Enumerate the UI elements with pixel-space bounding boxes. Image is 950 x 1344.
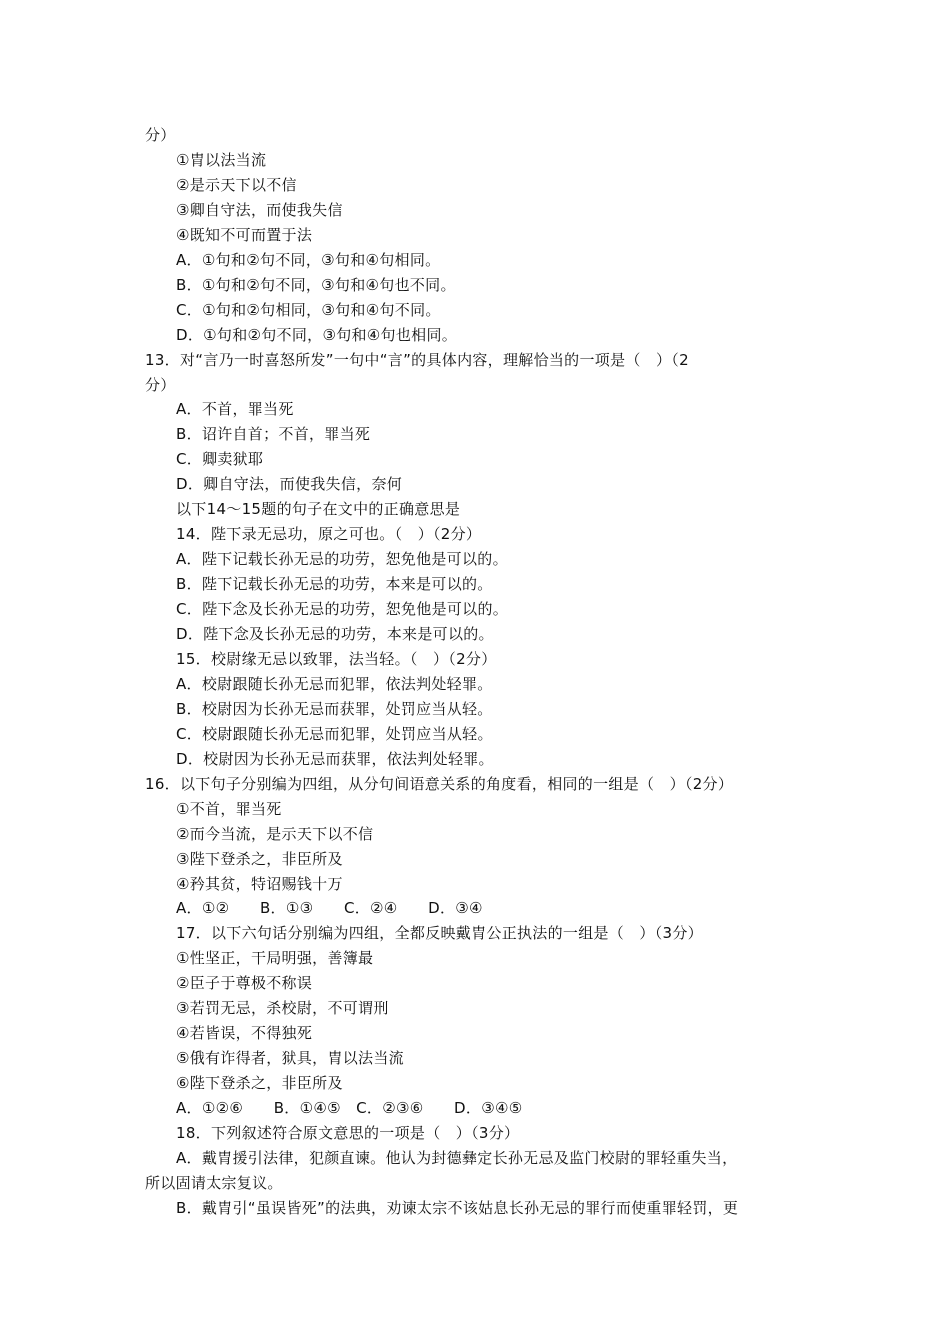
text-line: B．戴胄引“虽误皆死”的法典，劝谏太宗不该姑息长孙无忌的罪行而使重罪轻罚，更 xyxy=(176,1198,739,1217)
text-line: ④矜其贫，特诏赐钱十万 xyxy=(176,874,343,893)
text-line: A．不首，罪当死 xyxy=(176,400,294,419)
text-line: C．校尉跟随长孙无忌而犯罪，处罚应当从轻。 xyxy=(176,724,493,743)
text-line: D．校尉因为长孙无忌而获罪，依法判处轻罪。 xyxy=(176,749,494,768)
text-line: A．①句和②句不同，③句和④句相同。 xyxy=(176,250,441,269)
text-line: ②臣子于尊极不称误 xyxy=(176,974,313,993)
text-line: 13．对“言乃一时喜怒所发”一句中“言”的具体内容，理解恰当的一项是（ ）（2 xyxy=(145,350,689,369)
text-line: B．校尉因为长孙无忌而获罪，处罚应当从轻。 xyxy=(176,699,493,718)
text-line: 分） xyxy=(145,375,176,394)
text-line: 所以固请太宗复议。 xyxy=(145,1173,283,1192)
text-line: 15．校尉缘无忌以致罪，法当轻。（ ）（2分） xyxy=(176,649,497,668)
text-line: ⑤俄有诈得者，狱具，胄以法当流 xyxy=(176,1049,404,1068)
text-line: A．校尉跟随长孙无忌而犯罪，依法判处轻罪。 xyxy=(176,674,493,693)
text-line: D．陛下念及长孙无忌的功劳，本来是可以的。 xyxy=(176,625,494,643)
text-line: B．①句和②句不同，③句和④句也不同。 xyxy=(176,275,456,294)
text-line: 18．下列叙述符合原文意思的一项是（ ）（3分） xyxy=(176,1124,520,1142)
text-line: ②而今当流，是示天下以不信 xyxy=(176,824,374,843)
text-line: ③卿自守法，而使我失信 xyxy=(176,200,343,219)
text-line: A．陛下记载长孙无忌的功劳，恕免他是可以的。 xyxy=(176,550,508,569)
text-line: ④若皆误，不得独死 xyxy=(176,1024,313,1043)
text-line: 16．以下句子分别编为四组，从分句间语意关系的角度看，相同的一组是（ ）（2分） xyxy=(145,774,734,793)
text-line: ③若罚无忌，杀校尉，不可谓刑 xyxy=(176,999,389,1018)
text-line: ⑥陛下登杀之，非臣所及 xyxy=(176,1074,343,1093)
text-line: 以下14～15题的句子在文中的正确意思是 xyxy=(176,500,461,519)
text-line: 分） xyxy=(145,126,176,144)
text-line: ②是示天下以不信 xyxy=(176,175,297,194)
text-line: 14．陛下录无忌功，原之可也。（ ）（2分） xyxy=(176,525,482,544)
text-line: ①不首，罪当死 xyxy=(176,799,282,818)
text-line: D．卿自守法，而使我失信，奈何 xyxy=(176,475,403,494)
text-line: A．①②⑥ B．①④⑤ C．②③⑥ D．③④⑤ xyxy=(176,1099,523,1118)
text-line: 17．以下六句话分别编为四组，全都反映戴胄公正执法的一组是（ ）（3分） xyxy=(176,924,703,943)
text-line: B．诏许自首；不首，罪当死 xyxy=(176,425,371,444)
text-line: D．①句和②句不同，③句和④句也相同。 xyxy=(176,325,458,344)
text-line: C．卿卖狱耶 xyxy=(176,450,264,469)
text-line: ①性坚正，干局明强，善簿最 xyxy=(176,949,374,968)
text-line: C．①句和②句相同，③句和④句不同。 xyxy=(176,300,441,319)
text-line: ③陛下登杀之，非臣所及 xyxy=(176,849,343,868)
text-line: ④既知不可而置于法 xyxy=(176,225,313,244)
text-line: ①胄以法当流 xyxy=(176,150,267,169)
text-line: A．①② B．①③ C．②④ D．③④ xyxy=(176,899,483,918)
text-line: B．陛下记载长孙无忌的功劳，本来是可以的。 xyxy=(176,575,493,594)
text-line: C．陛下念及长孙无忌的功劳，恕免他是可以的。 xyxy=(176,600,509,619)
text-line: A．戴胄援引法律，犯颜直谏。他认为封德彝定长孙无忌及监门校尉的罪轻重失当， xyxy=(176,1148,738,1167)
